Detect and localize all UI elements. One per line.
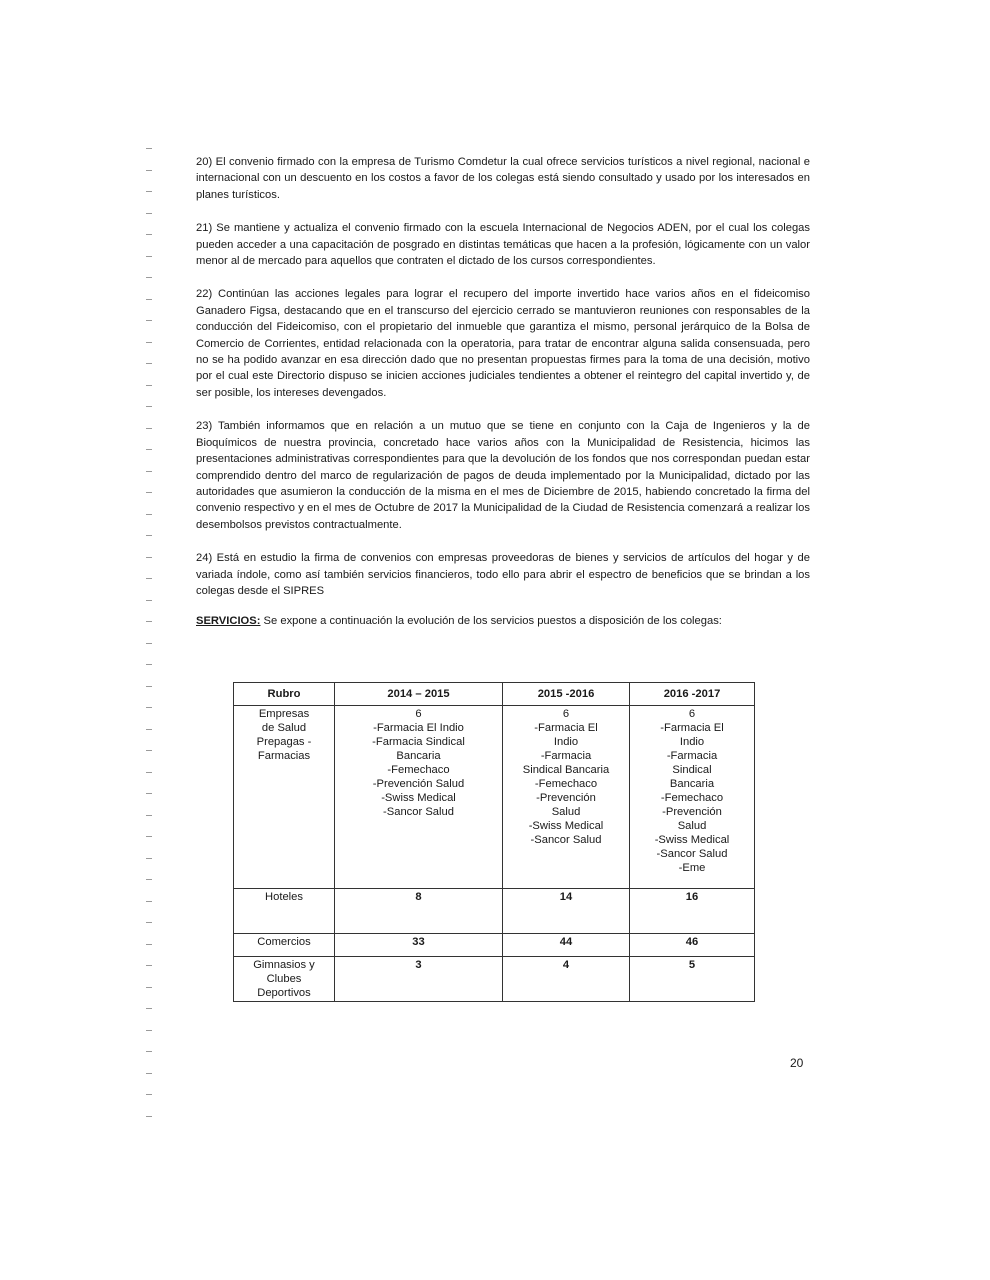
margin-tick xyxy=(146,879,152,880)
header-2016-2017: 2016 -2017 xyxy=(630,683,755,706)
cell-2015-2016: 4 xyxy=(503,957,630,1002)
margin-tick xyxy=(146,664,152,665)
margin-tick xyxy=(146,1094,152,1095)
table-header-row xyxy=(234,683,755,706)
margin-tick xyxy=(146,385,152,386)
margin-tick xyxy=(146,621,152,622)
paragraph-23: 23) También informamos que en relación a un mutuo que se tiene en conjunto con la Caja de Ingenieros y la de Bioquímicos de nuestra provincia, concretado hace varios años con la Municipalidad de Resistencia, hicimos las presentaciones administrativas correspondientes para que la devolución de los fondos que nos correspondan puedan estar comprendido dentro del marco de regularización de pagos de deuda implementado por la Municipalidad, dictado por las autoridades que asumieron la conducción de la misma en el mes de Diciembre de 2015, habiendo concretado la firma del convenio respectivo y en el mes de Octubre de 2017 la Municipalidad de la Ciudad de Resistencia comenzará a realizar los desembolsos previstos contractualmente. xyxy=(196,420,810,531)
margin-tick xyxy=(146,836,152,837)
cell-rubro: Empresas de Salud Prepagas - Farmacias xyxy=(234,706,335,889)
margin-tick xyxy=(146,256,152,257)
cell-2016-2017: 5 xyxy=(630,957,755,1002)
paragraph-20: 20) El convenio firmado con la empresa de Turismo Comdetur la cual ofrece servicios turísticos a nivel regional, nacional e internacional con un descuento en los costos a favor de los colegas está siendo consultado y usado por los interesados en planes turísticos. xyxy=(196,156,810,201)
margin-tick xyxy=(146,1008,152,1009)
margin-tick xyxy=(146,750,152,751)
margin-tick xyxy=(146,1116,152,1117)
cell-rubro: Gimnasios y Clubes Deportivos xyxy=(234,957,335,1002)
cell-rubro: Hoteles xyxy=(234,889,335,934)
margin-tick xyxy=(146,492,152,493)
document-body xyxy=(196,154,810,630)
table-row-gimnasios xyxy=(234,957,755,1002)
servicios-label: SERVICIOS: xyxy=(196,615,261,628)
margin-tick xyxy=(146,686,152,687)
table-row-comercios xyxy=(234,934,755,957)
margin-tick xyxy=(146,729,152,730)
margin-tick xyxy=(146,191,152,192)
margin-tick xyxy=(146,449,152,450)
margin-tick xyxy=(146,148,152,149)
cell-2014-2015: 8 xyxy=(335,889,503,934)
margin-tick xyxy=(146,557,152,558)
margin-tick xyxy=(146,234,152,235)
cell-2016-2017: 46 xyxy=(630,934,755,957)
margin-tick xyxy=(146,514,152,515)
margin-tick xyxy=(146,578,152,579)
paragraph-24: 24) Está en estudio la firma de convenios con empresas proveedoras de bienes y servicios de artículos del hogar y de variada índole, como así también servicios financieros, todo ello para abrir el espectro de beneficios que se brindan a los colegas desde el SIPRES xyxy=(196,552,810,597)
page-number: 20 xyxy=(790,1056,804,1070)
margin-tick xyxy=(146,170,152,171)
paragraph-21: 21) Se mantiene y actualiza el convenio firmado con la escuela Internacional de Negocios ADEN, por el cual los colegas pueden acceder a una capacitación de posgrado en distintas temáticas que hacen a la profesión, lógicamente con un valor menor al de mercado para aquellos que contraten el dictado de los cursos correspondientes. xyxy=(196,222,810,268)
header-2015-2016: 2015 -2016 xyxy=(503,683,630,706)
header-2014-2015: 2014 – 2015 xyxy=(335,683,503,706)
services-table xyxy=(233,682,755,1002)
margin-tick xyxy=(146,965,152,966)
margin-tick xyxy=(146,944,152,945)
margin-tick xyxy=(146,858,152,859)
margin-tick xyxy=(146,299,152,300)
servicios-intro xyxy=(196,613,810,629)
margin-tick xyxy=(146,643,152,644)
cell-2016-2017: 6 -Farmacia El Indio -Farmacia Sindical Bancaria -Femechaco -Prevención Salud -Swiss Medical -Sancor Salud -Eme xyxy=(630,706,755,889)
margin-tick xyxy=(146,600,152,601)
margin-tick xyxy=(146,363,152,364)
cell-rubro: Comercios xyxy=(234,934,335,957)
margin-tick xyxy=(146,213,152,214)
servicios-text: Se expone a continuación la evolución de los servicios puestos a disposición de los colegas: xyxy=(260,615,722,628)
margin-tick xyxy=(146,793,152,794)
margin-tick xyxy=(146,406,152,407)
margin-tick xyxy=(146,922,152,923)
cell-2014-2015: 33 xyxy=(335,934,503,957)
table-row-salud xyxy=(234,706,755,889)
margin-tick xyxy=(146,428,152,429)
header-rubro: Rubro xyxy=(234,683,335,706)
margin-tick xyxy=(146,277,152,278)
margin-tick xyxy=(146,1051,152,1052)
cell-2014-2015: 6 -Farmacia El Indio -Farmacia Sindical Bancaria -Femechaco -Prevención Salud -Swiss Medical -Sancor Salud xyxy=(335,706,503,889)
margin-tick xyxy=(146,1073,152,1074)
margin-tick xyxy=(146,1030,152,1031)
paragraph-22: 22) Continúan las acciones legales para lograr el recupero del importe invertido hace varios años en el fideicomiso Ganadero Figsa, destacando que en el transcurso del ejercicio cerrado se mantuvieron reuniones con responsables de la conducción del Fideicomiso, con el propietario del inmueble que garantiza el mismo, personal jerárquico de la Bolsa de Comercio de Corrientes, entidad relacionada con la operatoria, para tratar de encontrar alguna salida consensuada, pero no se ha podido avanzar en esa dirección dado que no presentan propuestas firmes para la toma de una decisión, motivo por el cual este Directorio dispuso se inicien acciones judiciales tendientes a obtener el reintegro del capital invertido y, de ser posible, los intereses devengados. xyxy=(196,288,810,399)
margin-tick xyxy=(146,342,152,343)
cell-2015-2016: 44 xyxy=(503,934,630,957)
margin-tick xyxy=(146,815,152,816)
cell-2014-2015: 3 xyxy=(335,957,503,1002)
margin-tick xyxy=(146,772,152,773)
margin-tick xyxy=(146,901,152,902)
cell-2015-2016: 14 xyxy=(503,889,630,934)
cell-2015-2016: 6 -Farmacia El Indio -Farmacia Sindical Bancaria -Femechaco -Prevención Salud -Swiss Medical -Sancor Salud xyxy=(503,706,630,889)
table-row-hoteles xyxy=(234,889,755,934)
margin-tick xyxy=(146,320,152,321)
margin-tick xyxy=(146,987,152,988)
scan-margin-marks xyxy=(140,0,160,1280)
margin-tick xyxy=(146,707,152,708)
cell-2016-2017: 16 xyxy=(630,889,755,934)
margin-tick xyxy=(146,471,152,472)
margin-tick xyxy=(146,535,152,536)
